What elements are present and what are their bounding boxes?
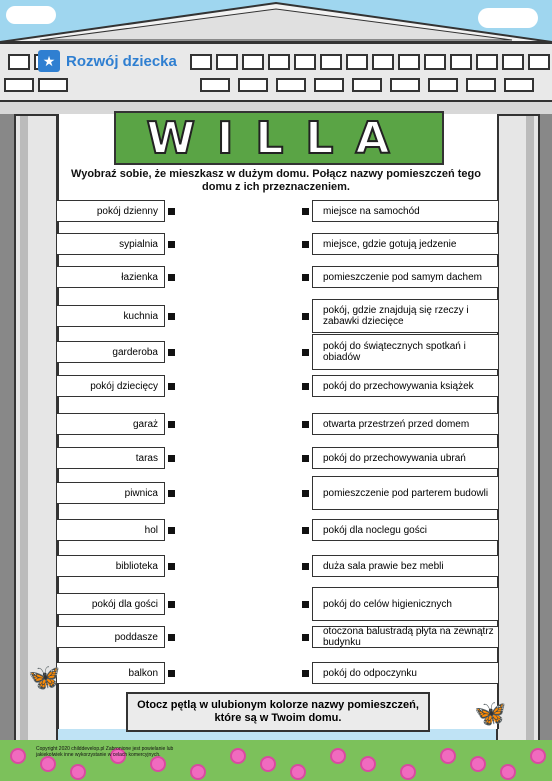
flower-icon bbox=[330, 748, 346, 764]
room-label: balkon bbox=[57, 662, 165, 684]
connect-point-right[interactable] bbox=[302, 634, 309, 641]
flower-icon bbox=[230, 748, 246, 764]
connect-point-right[interactable] bbox=[302, 313, 309, 320]
page-title: WILLA bbox=[146, 112, 412, 164]
column-right bbox=[496, 114, 540, 758]
flower-icon bbox=[150, 756, 166, 772]
flower-icon bbox=[10, 748, 26, 764]
flower-icon bbox=[70, 764, 86, 780]
connect-point-right[interactable] bbox=[302, 421, 309, 428]
room-label: pokój dziecięcy bbox=[57, 375, 165, 397]
connect-point-right[interactable] bbox=[302, 490, 309, 497]
footer-task bbox=[126, 692, 430, 732]
brand-logo bbox=[38, 50, 177, 72]
purpose-label: duża sala prawie bez mebli bbox=[312, 555, 498, 577]
connect-point-right[interactable] bbox=[302, 601, 309, 608]
roof-pediment bbox=[0, 0, 552, 42]
connect-point-right[interactable] bbox=[302, 527, 309, 534]
room-label: pokój dzienny bbox=[57, 200, 165, 222]
connect-point-right[interactable] bbox=[302, 274, 309, 281]
purpose-label: otwarta przestrzeń przed domem bbox=[312, 413, 498, 435]
purpose-label: pomieszczenie pod parterem budowli bbox=[312, 476, 498, 510]
flower-icon bbox=[40, 756, 56, 772]
purpose-label: pokój, gdzie znajdują się rzeczy i zabawki dziecięce bbox=[312, 299, 498, 333]
connect-point-left[interactable] bbox=[168, 241, 175, 248]
flower-icon bbox=[190, 764, 206, 780]
room-label: poddasze bbox=[57, 626, 165, 648]
flower-icon bbox=[260, 756, 276, 772]
connect-point-left[interactable] bbox=[168, 490, 175, 497]
instructions: Wyobraź sobie, że mieszkasz w dużym domu. Połącz nazwy pomieszczeń tego domu z ich przeznaczeniem. bbox=[71, 168, 481, 193]
flower-icon bbox=[470, 756, 486, 772]
wall-left bbox=[0, 114, 14, 754]
title-banner bbox=[114, 111, 444, 165]
connect-point-left[interactable] bbox=[168, 274, 175, 281]
purpose-label: pokój do odpoczynku bbox=[312, 662, 498, 684]
connect-point-left[interactable] bbox=[168, 563, 175, 570]
person-star-icon: ★ bbox=[38, 50, 60, 72]
room-label: piwnica bbox=[57, 482, 165, 504]
butterfly-icon: 🦋 bbox=[28, 662, 61, 692]
flower-icon bbox=[360, 756, 376, 772]
connect-point-left[interactable] bbox=[168, 349, 175, 356]
connect-point-right[interactable] bbox=[302, 670, 309, 677]
connect-point-left[interactable] bbox=[168, 383, 175, 390]
room-label: łazienka bbox=[57, 266, 165, 288]
room-label: hol bbox=[57, 519, 165, 541]
butterfly-icon: 🦋 bbox=[474, 698, 507, 728]
copyright-note: Copyright 2020 childdevelop.pl Zabronione jest powielanie lub jakiekolwiek inne wykorzystanie w celach komercyjnych. bbox=[36, 746, 174, 758]
purpose-label: pokój do celów higienicznych bbox=[312, 587, 498, 621]
connect-point-right[interactable] bbox=[302, 455, 309, 462]
flower-icon bbox=[440, 748, 456, 764]
footer-text: Otocz pętlą w ulubionym kolorze nazwy pomieszczeń, które są w Twoim domu. bbox=[137, 699, 419, 724]
brand-name: Rozwój dziecka bbox=[66, 52, 177, 70]
room-label: garaż bbox=[57, 413, 165, 435]
purpose-label: miejsce na samochód bbox=[312, 200, 498, 222]
room-label: biblioteka bbox=[57, 555, 165, 577]
purpose-label: pokój do przechowywania ubrań bbox=[312, 447, 498, 469]
connect-point-left[interactable] bbox=[168, 601, 175, 608]
connect-point-left[interactable] bbox=[168, 455, 175, 462]
room-label: taras bbox=[57, 447, 165, 469]
connect-point-left[interactable] bbox=[168, 421, 175, 428]
connect-point-left[interactable] bbox=[168, 313, 175, 320]
room-label: sypialnia bbox=[57, 233, 165, 255]
connect-point-left[interactable] bbox=[168, 208, 175, 215]
wall-right bbox=[538, 114, 552, 754]
room-label: kuchnia bbox=[57, 305, 165, 327]
flower-icon bbox=[290, 764, 306, 780]
purpose-label: otoczona balustradą płyta na zewnątrz budynku bbox=[312, 626, 498, 648]
connect-point-left[interactable] bbox=[168, 670, 175, 677]
room-label: pokój dla gości bbox=[57, 593, 165, 615]
room-label: garderoba bbox=[57, 341, 165, 363]
purpose-label: pokój do świątecznych spotkań i obiadów bbox=[312, 334, 498, 370]
purpose-label: miejsce, gdzie gotują jedzenie bbox=[312, 233, 498, 255]
purpose-label: pokój dla noclegu gości bbox=[312, 519, 498, 541]
connect-point-right[interactable] bbox=[302, 383, 309, 390]
flower-icon bbox=[530, 748, 546, 764]
connect-point-right[interactable] bbox=[302, 208, 309, 215]
connect-point-right[interactable] bbox=[302, 563, 309, 570]
connect-point-left[interactable] bbox=[168, 634, 175, 641]
connect-point-right[interactable] bbox=[302, 349, 309, 356]
connect-point-right[interactable] bbox=[302, 241, 309, 248]
flower-icon bbox=[500, 764, 516, 780]
connect-point-left[interactable] bbox=[168, 527, 175, 534]
flower-icon bbox=[400, 764, 416, 780]
purpose-label: pomieszczenie pod samym dachem bbox=[312, 266, 498, 288]
purpose-label: pokój do przechowywania książek bbox=[312, 375, 498, 397]
